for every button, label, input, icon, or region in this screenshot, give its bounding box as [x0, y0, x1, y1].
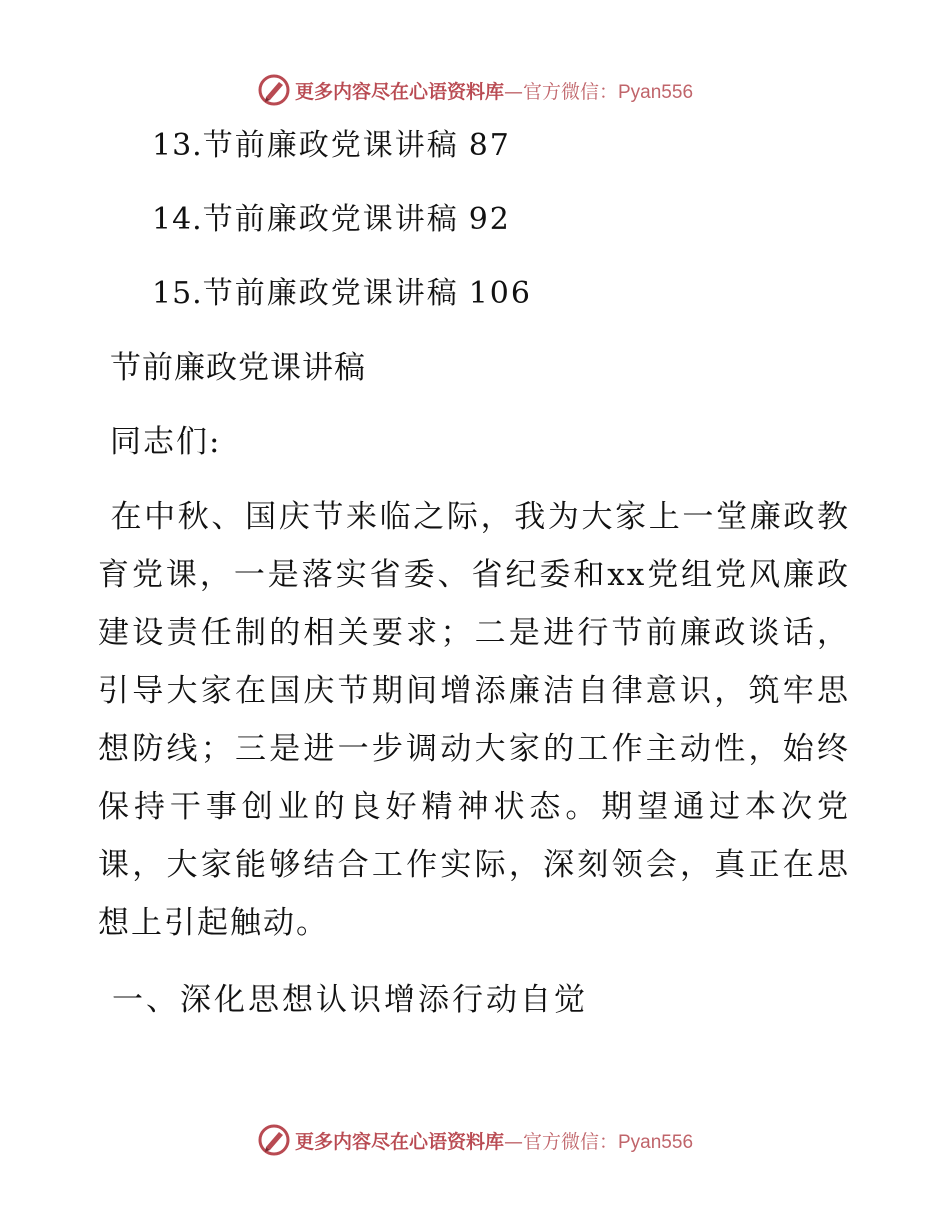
banner-text — [295, 1127, 693, 1154]
salutation: 同志们: — [110, 424, 222, 460]
toc-item-title: 节前廉政党课讲稿 — [202, 276, 459, 311]
section-heading: 一、深化思想认识增添行动自觉 — [112, 982, 588, 1018]
toc-item-number: 15. — [152, 276, 203, 311]
banner-strong-text: 更多内容尽在心语资料库 — [294, 1130, 504, 1153]
header-watermark-banner — [0, 70, 950, 110]
banner-dash: — — [503, 1130, 523, 1153]
footer-watermark-banner — [0, 1120, 950, 1160]
toc-item-number: 13. — [152, 128, 203, 163]
toc-item-title: 节前廉政党课讲稿 — [202, 202, 459, 237]
toc-item-title: 节前廉政党课讲稿 — [202, 128, 459, 163]
document-title: 节前廉政党课讲稿 — [110, 350, 366, 386]
banner-wechat-id: Pyan556 — [618, 1131, 694, 1153]
toc-item — [152, 126, 511, 166]
banner-normal-text: 官方微信： — [522, 1130, 618, 1153]
toc-item — [152, 274, 532, 314]
banner-text — [295, 77, 693, 104]
body-paragraph: 在中秋、国庆节来临之际，我为大家上一堂廉政教育党课，一是落实省委、省纪委和xx党组党风廉政建设责任制的相关要求；二是进行节前廉政谈话，引导大家在国庆节期间增添廉洁自律意识，筑牢思想防线；三是进一步调动大家的工作主动性，始终保持干事创业的良好精神状态。期望通过本次党课，大家能够结合工作实际，深刻领会，真正在思想上引起触动。 — [98, 499, 850, 941]
toc-item-page: 92 — [468, 202, 511, 237]
banner-wechat-id: Pyan556 — [618, 81, 694, 103]
banner-strong-text: 更多内容尽在心语资料库 — [294, 80, 504, 103]
toc-item-number: 14. — [152, 202, 203, 237]
toc-item — [152, 200, 511, 240]
banner-dash: — — [503, 80, 523, 103]
toc-item-page: 87 — [468, 128, 511, 163]
banner-normal-text: 官方微信： — [522, 80, 618, 103]
pen-circle-logo-icon — [257, 73, 291, 107]
pen-circle-logo-icon — [257, 1123, 291, 1157]
toc-item-page: 106 — [468, 276, 532, 311]
